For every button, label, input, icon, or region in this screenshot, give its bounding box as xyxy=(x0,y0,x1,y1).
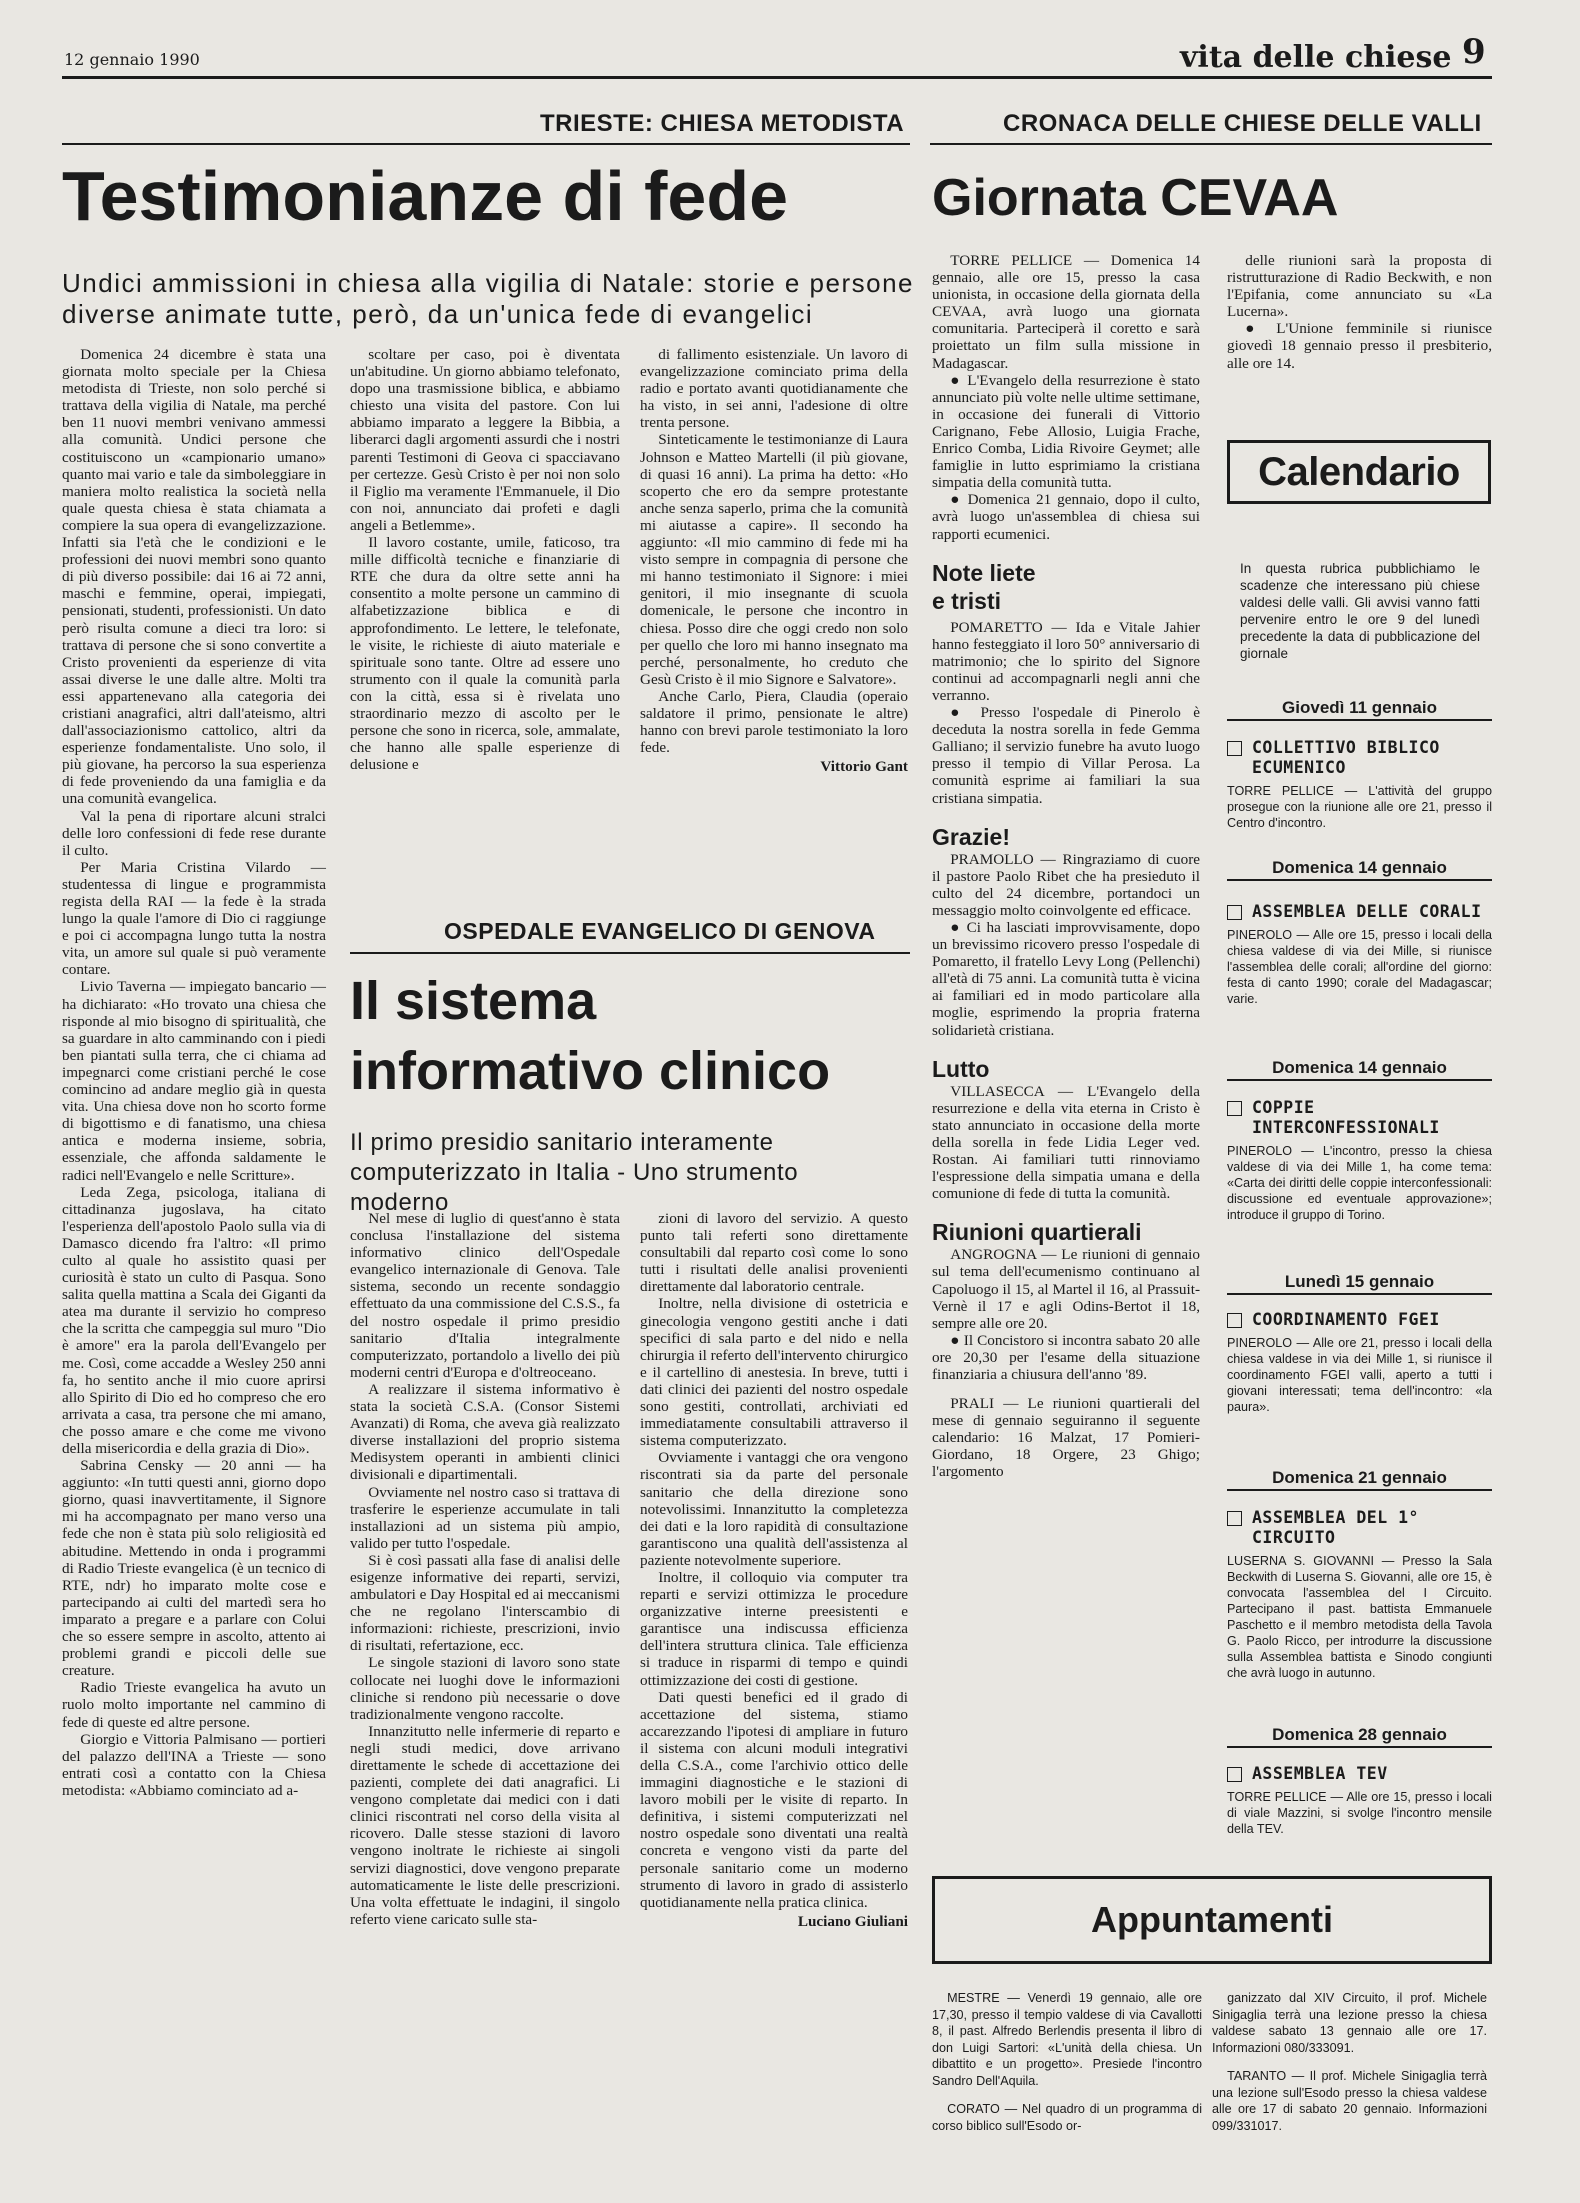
checkbox-icon xyxy=(1227,905,1242,920)
article3-kicker: CRONACA DELLE CHIESE DELLE VALLI xyxy=(1003,110,1482,137)
article1-kicker: TRIESTE: CHIESA METODISTA xyxy=(540,110,905,137)
article3-column-2: delle riunioni sarà la proposta di ristrutturazione di Radio Beckwith, e non l'Epifania, come annunciato su «La Lucerna». ● L'Unione femminile si riunisce giovedì 18 gennaio presso il presbiterio, alle ore 14. xyxy=(1227,252,1492,372)
article1-column-1: Domenica 24 dicembre è stata una giornata molto speciale per la Chiesa metodista di Trieste, non solo perché si trattava della vigilia di Natale, ma perché ben 11 nuovi membri venivano ammessi alla comunità. Undici persone che costituiscono un «campionario umano» quanto mai vario e tale da simboleggiare in maniera molto realistica la società nella quale questa chiesa è stata chiamata a compiere la sua opera di evangelizzazione. Infatti sia l'età che le condizioni e le professioni dei nuovi membri sono quanto di più diverso possibile: dai 16 ai 72 anni, maschi e femmine, operai, impiegati, pensionati, studenti, professionisti. Un dato però risulta comune a dieci tra loro: si trattava di persone che si sono convertite a Cristo provenienti da esperienze di vita assai diverse le une dalle altre. Molti tra essi appartenevano alla categoria dei cristiani anagrafici, altri dall'ateismo, altri dall'associazionismo cattolico, altri da esperienze fondamentaliste. Uno solo, il più giovane, ha percorso la sua esperienza di fede proveniendo da una famiglia e da una comunità evangelica. Val la pena di riportare alcuni stralci delle loro confessioni di fede rese durante il culto. Per Maria Cristina Vilardo — studentessa di lingue e programmista regista della RAI — la fede è la strada lungo la quale l'amore di Dio ci raggiunge e poi ci accompagna lungo tutta la nostra vita, un amore sul quale si può veramente contare. Livio Taverna — impiegato bancario — ha dichiarato: «Ho trovato una chiesa che risponde al mio bisogno di spiritualità, che sa guardare in alto camminando con i piedi ben piantati sulla terra, che ci chiama ad impegnarci come cristiani perché le cose comincino ad andare meglio già in questa vita. Una chiesa dove non ho scorto forme di bigottismo e di fanatismo, una chiesa antica e moderna insieme, sobria, essenziale, che affonda saldamente le radici nell'Evangelo e nelle Scritture». Leda Zega, psicologa, italiana di cittadinanza jugoslava, ha citato l'esperienza dell'apostolo Paolo sulla via di Damasco dicendo fra l'altro: «Il primo culto al quale ho assistito quasi per curiosità è stato un culto di Pasqua. Sono salita quella mattina a Scala dei Giganti da atea ma durante il servizio ho compreso che la scritta che campeggia sul muro "Dio è amore" era la parola dell'Evangelo per me. Così, come accadde a Wesley 250 anni fa, ho sentito anche il mio cuore aprirsi allo Spirito di Dio ed ho compreso che ero arrivata a casa, tra persone che mi amano, che posso amare e che come me vivono della misericordia e della grazia di Dio». Sabrina Censky — 20 anni — ha aggiunto: «In tutti questi anni, giorno dopo giorno, quasi inavvertitamente, il Signore mi ha accompagnato per mano verso una fede che non è stata più solo religiosità ed abitudine. Mettendo in onda i programmi di Radio Trieste evangelica (è un tecnico di RTE, ndr) ho imparato molte cose e partecipando ai culti del martedì sera ho imparato a pregare e a parlare con Colui che so essere sempre in ascolto, attento ai problemi grandi e piccoli delle sue creature. Radio Trieste evangelica ha avuto un ruolo molto importante nel cammino di fede di queste ed altre persone. Giorgio e Vittoria Palmisano — portieri del palazzo dell'INA a Trieste — sono entrati così a contatto con la Chiesa metodista: «Abbiamo cominciato ad a- xyxy=(62,346,326,1799)
calendar-entry: COPPIE INTERCONFESSIONALI PINEROLO — L'incontro, presso la chiesa valdese di via dei Mille 1, ha come tema: «Carta dei diritti delle coppie interconfessionali: discussione ed eventuale approvazione»; introduce il gruppo di Torino. xyxy=(1227,1098,1492,1222)
calendar-date: Giovedì 11 gennaio xyxy=(1227,698,1492,721)
article1-column-3: di fallimento esistenziale. Un lavoro di evangelizzazione cominciato prima della radio e portato avanti quotidianamente che ha visto, in sei anni, l'adesione di oltre trenta persone. Sinteticamente le testimonianze di Laura Johnson e Matteo Martelli (il più giovane, di quasi 16 anni). La prima ha detto: «Ho scoperto che ero da sempre protestante anche senza saperlo, prima che la comunità mi aiutasse a capire». Il secondo ha aggiunto: «Il mio cammino di fede mi ha visto sempre in compagnia di persone che mi hanno testimoniato il Signore: i miei genitori, il mio insegnante di scuola domenicale, le persone che incontro in chiesa. Posso dire che oggi credo non solo per quello che loro mi hanno insegnato ma perché, personalmente, ho creduto che Gesù Cristo è il mio Signore e Salvatore». Anche Carlo, Piera, Claudia (operaio saldatore il primo, pensionate le altre) hanno con brevi parole testimoniato la loro fede. Vittorio Gant xyxy=(640,346,908,776)
checkbox-icon xyxy=(1227,1767,1242,1782)
checkbox-icon xyxy=(1227,741,1242,756)
article1-deck: Undici ammissioni in chiesa alla vigilia di Natale: storie e persone diverse animate tutte, però, da un'unica fede di evangelici xyxy=(62,268,915,329)
header-title: vita delle chiese xyxy=(1180,40,1452,75)
appuntamenti-column-1: MESTRE — Venerdì 19 gennaio, alle ore 17,30, presso il tempio valdese di via Cavallotti 8, il past. Alfredo Berlendis presenta il libro di don Luigi Sartori: «L'unità della chiesa. Un dibattito e un progetto». Presiede l'incontro Sandro Dell'Aquila. CORATO — Nel quadro di un programma di corso biblico sull'Esodo or- xyxy=(932,1991,1202,2133)
article2-signature: Luciano Giuliani xyxy=(797,1912,908,1930)
article1-signature: Vittorio Gant xyxy=(820,758,908,776)
page-number: 9 xyxy=(1462,32,1486,72)
article1-column-2: scoltare per caso, poi è diventata un'abitudine. Un giorno abbiamo telefonato, dopo una trasmissione biblica, e abbiamo chiesto una visita del pastore. Con lui abbiamo imparato a leggere la Bibbia, a liberarci dagli argomenti assurdi che i nostri parenti Testimoni di Geova ci spacciavano per certezze. Gesù Cristo è per noi non solo il Figlio ma veramente l'Emmanuele, il Dio con noi, annunciato dai profeti e dagli angeli a Betlemme». Il lavoro costante, umile, faticoso, tra mille difficoltà tecniche e finanziarie di RTE che dura da oltre sette anni ha consentito a molte persone un cammino di alfabetizzazione biblica e di approfondimento. Le lettere, le telefonate, le visite, le richieste di aiuto materiale e spirituale sono tante. Oltre ad essere uno strumento con il quale la comunità parla con la città, essa si è rivelata uno straordinario mezzo di ascolto per le persone che sono in ricerca, sole, ammalate, che hanno alle spalle esperienze di delusione e xyxy=(350,346,620,774)
article1-title: Testimonianze di fede xyxy=(62,157,789,235)
article2-column-1: Nel mese di luglio di quest'anno è stata conclusa l'installazione del sistema informativo clinico dell'Ospedale evangelico internazionale di Genova. Tale sistema, secondo un recente sondaggio effettuato da una commissione del C.S.S., fa del nostro ospedale il primo presidio sanitario d'Italia integralmente computerizzato, portandolo a livello dei più moderni centri d'Europa e d'oltreoceano. A realizzare il sistema informativo è stata la società C.S.A. (Consor Sistemi Avanzati) di Roma, che aveva già realizzato diverse installazioni del proprio sistema Medisystem operanti in ambienti clinici divisionali e dipartimentali. Ovviamente nel nostro caso si trattava di trasferire le esperienze accumulate in tali installazioni ad un sistema più ampio, valido per tutto l'ospedale. Si è così passati alla fase di analisi delle esigenze informative dei reparti, servizi, ambulatori e Day Hospital ed ai meccanismi che ne regolano l'interscambio di informazioni: richieste, prescrizioni, invio di risultati, refertazione, ecc. Le singole stazioni di lavoro sono state collocate nei luoghi dove le informazioni cliniche si rendono più necessarie o dove tradizionalmente vengono raccolte. Innanzitutto nelle infermerie di reparto e negli studi medici, dove arrivano direttamente le schede di accettazione dei pazienti, complete dei dati anagrafici. Li vengono completate dai medici con i dati clinici riscontrati nel corso della visita al ricovero. Dalle stesse stazioni di lavoro vengono inoltrate le richieste ai singoli servizi diagnostici, dove vengono preparate automaticamente le liste delle prescrizioni. Una volta effettuate le indagini, il singolo referto viene caricato sulle sta- xyxy=(350,1210,620,1928)
note-title-line2: e tristi xyxy=(932,587,1002,614)
calendario-title: Calendario xyxy=(1227,440,1491,504)
lutto-title: Lutto xyxy=(932,1055,990,1082)
header-date: 12 gennaio 1990 xyxy=(64,50,200,69)
note-title-line1: Note liete xyxy=(932,559,1036,586)
riunioni-title: Riunioni quartierali xyxy=(932,1219,1142,1246)
article3-column-1: TORRE PELLICE — Domenica 14 gennaio, alle ore 15, presso la casa unionista, in occasione della giornata della CEVAA, avrà luogo una giornata comunitaria. Parteciperà il coretto e sarà proiettato un film sulla missione in Madagascar. ● L'Evangelo della resurrezione è stato annunciato più volte nelle ultime settimane, in occasione dei funerali di Vittorio Carignano, Febe Allosio, Luigia Frache, Enrico Comba, Lidia Rivoire Geymet; alle famiglie in lutto esprimiamo la cristiana simpatia della comunità tutta. ● Domenica 21 gennaio, dopo il culto, avrà luogo un'assemblea di chiesa sui rapporti ecumenici. Note liete e tristi POMARETTO — Ida e Vitale Jahier hanno festeggiato il loro 50° anniversario di matrimonio; che lo spirito del Signore continui ad accompagnarli negli anni che verranno. ● Presso l'ospedale di Pinerolo è deceduta la nostra sorella in fede Gemma Galliano; il servizio funebre ha avuto luogo presso il tempio di Villar Perosa. La comunità esprime ai familiari la sua cristiana simpatia. Grazie! PRAMOLLO — Ringraziamo di cuore il pastore Paolo Ribet che ha presieduto il culto del 24 dicembre, portandoci un messaggio molto coinvolgente ed efficace. ● Ci ha lasciati improvvisamente, dopo un brevissimo ricovero presso l'ospedale di Pomaretto, il fratello Levy Long (Pellenchi) all'età di 75 anni. La comunità tutta è vicina ai familiari ed in modo particolare alla moglie, esprimendo la propria fraterna solidarietà cristiana. Lutto VILLASECCA — L'Evangelo della resurrezione e della vita eterna in Cristo è stato annunciato in occasione della morte della sorella in fede Lidia Leger ved. Rostan. Ai familiari tutti rinnoviamo l'espressione della simpatia umana e della comunione di fede di tutta la comunità. Riunioni quartierali ANGROGNA — Le riunioni di gennaio sul tema dell'ecumenismo continuano al Capoluogo il 15, al Martel il 16, al Prassuit-Vernè il 17 e agli Odins-Bertot il 18, sempre alle ore 20. ● Il Concistoro si incontra sabato 20 alle ore 20,30 per l'esame della situazione finanziaria a chiusura dell'anno '89. PRALI — Le riunioni quartierali del mese di gennaio seguiranno il seguente calendario: 16 Malzat, 17 Pomieri-Giordano, 18 Orgere, 23 Ghigo; l'argomento xyxy=(932,252,1200,1481)
article2-title-line2: informativo clinico xyxy=(350,1041,831,1101)
calendar-date: Domenica 21 gennaio xyxy=(1227,1468,1492,1491)
article2-kicker-rule xyxy=(350,952,910,954)
grazie-title: Grazie! xyxy=(932,823,1010,850)
article2-kicker: OSPEDALE EVANGELICO DI GENOVA xyxy=(444,918,876,944)
calendar-entry: COORDINAMENTO FGEI PINEROLO — Alle ore 21, presso i locali della chiesa valdese in via dei Mille 1, si riunisce il coordinamento FGEI valli, aperto a tutti i giovani interessati; tema dell'incontro: «la paura». xyxy=(1227,1310,1492,1414)
article2-deck: Il primo presidio sanitario interamente computerizzato in Italia - Uno strumento moderno xyxy=(350,1129,799,1216)
article3-kicker-rule xyxy=(930,143,1492,145)
article1-kicker-rule xyxy=(62,143,910,145)
header-rule xyxy=(62,76,1492,79)
calendar-entry: ASSEMBLEA TEV TORRE PELLICE — Alle ore 15, presso i locali di viale Mazzini, si svolge l'incontro mensile della TEV. xyxy=(1227,1764,1492,1836)
article2-title-line1: Il sistema xyxy=(350,971,597,1031)
calendar-date: Domenica 28 gennaio xyxy=(1227,1725,1492,1748)
calendar-entry: ASSEMBLEA DELLE CORALI PINEROLO — Alle ore 15, presso i locali della chiesa valdese di via dei Mille, si riunisce l'assemblea delle corali; all'ordine del giorno: festa di canto 1990; corale del Madagascar; varie. xyxy=(1227,902,1492,1006)
calendar-entry: COLLETTIVO BIBLICO ECUMENICO TORRE PELLICE — L'attività del gruppo prosegue con la riunione alle ore 21, presso il Centro d'incontro. xyxy=(1227,738,1492,830)
calendar-entry: ASSEMBLEA DEL 1° CIRCUITO LUSERNA S. GIOVANNI — Presso la Sala Beckwith di Luserna S. Giovanni, alle ore 15, è convocata l'assemblea del I Circuito. Partecipano il past. battista Emmanuele Paschetto e il membro metodista della Tavola G. Paolo Ricco, per introdurre la discussione sulla Assemblea battista e Sinodo congiunti che avrà luogo in autunno. xyxy=(1227,1508,1492,1680)
checkbox-icon xyxy=(1227,1101,1242,1116)
calendario-intro: In questa rubrica pubblichiamo le scadenze che interessano più chiese valdesi delle valli. Gli avvisi vanno fatti pervenire entro le ore 9 del lunedì precedente la data di pubblicazione del giornale xyxy=(1240,561,1480,661)
calendar-date: Domenica 14 gennaio xyxy=(1227,858,1492,881)
calendar-date: Domenica 14 gennaio xyxy=(1227,1058,1492,1081)
appuntamenti-title: Appuntamenti xyxy=(932,1876,1492,1964)
checkbox-icon xyxy=(1227,1313,1242,1328)
appuntamenti-column-2: ganizzato dal XIV Circuito, il prof. Michele Sinigaglia terrà una lezione presso la chiesa valdese sabato 13 gennaio alle ore 17. Informazioni 080/333091. TARANTO — Il prof. Michele Sinigaglia terrà una lezione sull'Esodo presso la chiesa valdese alle ore 17 di sabato 20 gennaio. Informazioni 099/331017. xyxy=(1212,1991,1487,2133)
calendar-date: Lunedì 15 gennaio xyxy=(1227,1272,1492,1295)
article2-column-2: zioni di lavoro del servizio. A questo punto tali referti sono direttamente consultabili dal reparto così come lo sono tutti i risultati delle analisi provenienti direttamente dal laboratorio centrale. Inoltre, nella divisione di ostetricia e ginecologia vengono gestiti anche i dati specifici di sala parto e del nido e nella chirurgia il referto dell'intervento chirurgico e il cartellino di anestesia. In breve, tutti i dati clinici dei pazienti del nostro ospedale sono gestiti, controllati, archiviati ed immediatamente consultabili attraverso il sistema computerizzato. Ovviamente i vantaggi che ora vengono riscontrati sia da parte del personale sanitario che della direzione sono notevolissimi. Innanzitutto la completezza dei dati e la loro rapidità di consultazione garantiscono una qualità dell'assistenza al paziente notevolmente superiore. Inoltre, il colloquio via computer tra reparti e servizi ottimizza le procedure organizzative interne preesistenti e garantisce una indiscussa efficienza dell'intera struttura clinica. Tale efficienza si traduce in risparmi di tempo e quindi ottimizzazione dei costi di gestione. Dati questi benefici ed il grado di accettazione del sistema, stiamo accarezzando l'ipotesi di ampliare in futuro il sistema con alcuni moduli integrativi della C.S.A., come l'archivio ottico delle immagini diagnostiche e le stazioni di lavoro mobili per le visite di reparto. In definitiva, i sistemi computerizzati nel nostro ospedale sono diventati una realtà concreta e vengono visti da parte del personale sanitario come un moderno strumento di lavoro in grado di assisterlo quotidianamente nella pratica clinica. Luciano Giuliani xyxy=(640,1210,908,1930)
article3-title: Giornata CEVAA xyxy=(932,169,1339,227)
checkbox-icon xyxy=(1227,1511,1242,1526)
